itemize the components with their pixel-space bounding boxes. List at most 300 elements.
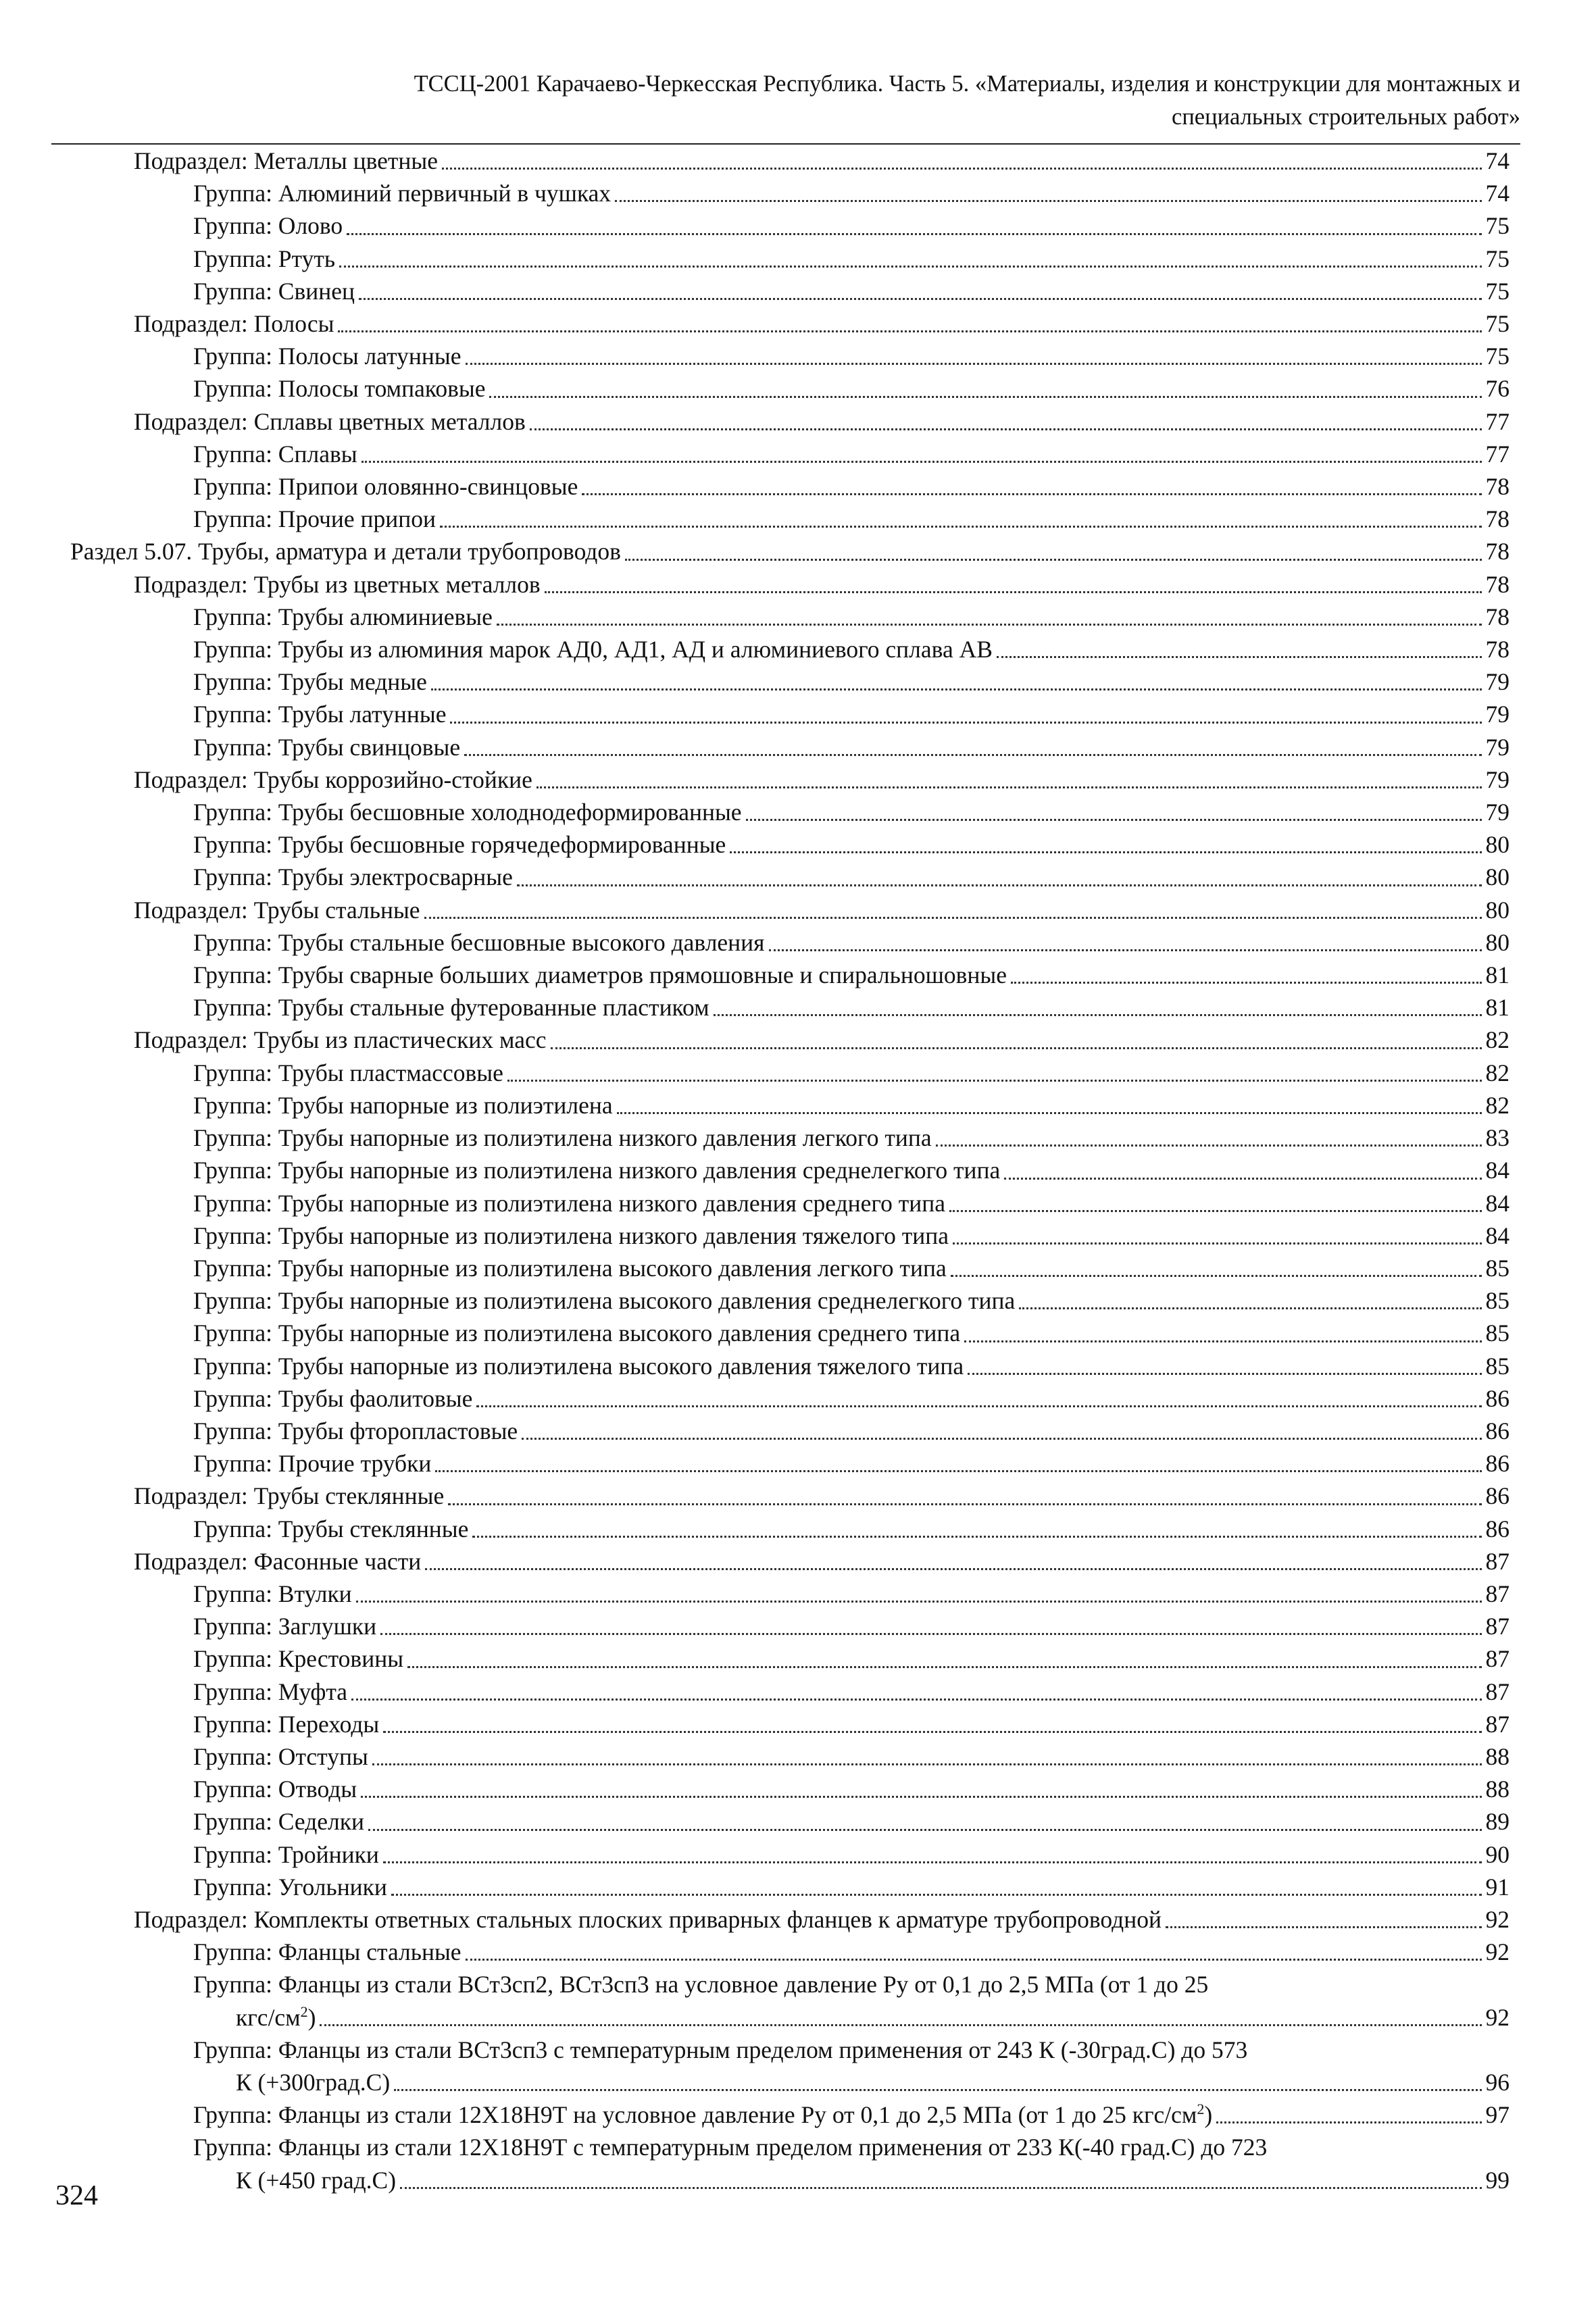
toc-label-text: Группа: Трубы фаолитовые <box>193 1384 473 1412</box>
toc-label <box>193 372 485 405</box>
toc-label-text: Группа: Трубы напорные из полиэтилена низкого давления среднелегкого типа <box>193 1157 1001 1184</box>
toc-page-number: 88 <box>1485 1776 1510 1803</box>
toc-label-text: Группа: Полосы томпаковые <box>193 375 486 403</box>
toc-subsection[interactable] <box>70 1480 1510 1512</box>
dot-leader <box>359 298 1481 300</box>
dot-leader <box>615 200 1481 202</box>
toc-group[interactable] <box>70 1838 1510 1871</box>
toc-label-text: Группа: Угольники <box>193 1873 387 1901</box>
toc-page-number: 78 <box>1485 603 1510 630</box>
toc-page-number: 81 <box>1485 961 1510 989</box>
toc-subsection[interactable] <box>70 763 1510 796</box>
toc-label <box>193 1838 379 1871</box>
toc-group[interactable] <box>70 1447 1510 1480</box>
dot-leader <box>351 1699 1481 1701</box>
toc-label-text: Группа: Припои оловянно-свинцовые <box>193 473 578 501</box>
toc-label <box>193 1642 403 1675</box>
dot-leader <box>394 2089 1481 2091</box>
dot-leader <box>338 330 1481 332</box>
dot-leader <box>1166 1926 1482 1928</box>
toc-group[interactable] <box>70 1610 1510 1642</box>
toc-page-number: 86 <box>1485 1417 1510 1444</box>
toc-label <box>134 763 532 796</box>
toc-page-number: 82 <box>1485 1026 1510 1054</box>
toc-label-text: Подраздел: Металлы цветные <box>134 147 439 174</box>
toc-label <box>134 307 334 340</box>
dot-leader <box>339 266 1481 268</box>
toc-group[interactable] <box>70 601 1510 633</box>
toc-page-number: 81 <box>1485 994 1510 1022</box>
toc-page-number: 86 <box>1485 1482 1510 1510</box>
dot-leader <box>582 493 1481 495</box>
dot-leader <box>466 363 1482 365</box>
toc-label: Группа: Фланцы из стали 12Х18Н9Т с температурным пределом применения от 233 К(-40 град.С) до 723 <box>193 2134 1268 2161</box>
toc-label <box>193 1089 613 1122</box>
toc-page-number: 91 <box>1485 1873 1510 1901</box>
toc-label-continuation <box>236 2001 316 2034</box>
toc-page-number: 87 <box>1485 1580 1510 1607</box>
toc-page-number: 96 <box>1485 2068 1510 2096</box>
toc-label <box>193 209 343 242</box>
toc-label-text: Группа: Крестовины <box>193 1645 404 1673</box>
toc-label <box>193 1057 503 1089</box>
dot-leader <box>466 1959 1482 1961</box>
toc-label-cont-tail: ) <box>307 2003 316 2031</box>
dot-leader <box>380 1633 1481 1635</box>
dot-leader <box>517 884 1482 886</box>
toc-label <box>134 1480 444 1512</box>
toc-label-text: Группа: Сплавы <box>193 440 357 468</box>
dot-leader <box>356 1601 1482 1603</box>
toc-page-number: 84 <box>1485 1222 1510 1249</box>
toc-page-number: 78 <box>1485 570 1510 598</box>
toc-label-text: Подраздел: Трубы стеклянные <box>134 1482 445 1510</box>
toc-group[interactable] <box>70 340 1510 372</box>
toc-label <box>134 1024 547 1056</box>
toc-page-number: 92 <box>1485 1905 1510 1933</box>
toc-label <box>193 2098 1212 2131</box>
dot-leader <box>383 1861 1482 1863</box>
toc-page-number: 86 <box>1485 1450 1510 1478</box>
toc-label <box>193 1447 431 1480</box>
toc-subsection[interactable] <box>70 145 1510 177</box>
header-line-2: специальных строительных работ» <box>1172 104 1520 130</box>
toc-label <box>193 861 513 893</box>
toc-group[interactable] <box>70 372 1510 405</box>
toc-label-text: Группа: Заглушки <box>193 1613 377 1640</box>
dot-leader <box>936 1145 1482 1147</box>
toc-label <box>193 1936 462 1968</box>
toc-page-number: 83 <box>1485 1124 1510 1152</box>
toc-page-number: 84 <box>1485 1157 1510 1184</box>
toc-group[interactable] <box>70 861 1510 893</box>
toc-label-text: Подраздел: Трубы из пластических масс <box>134 1026 547 1054</box>
toc-label <box>193 1871 387 1903</box>
toc-group[interactable] <box>70 1154 1510 1186</box>
toc-page-number: 77 <box>1485 440 1510 468</box>
toc-label-text: Подраздел: Фасонные части <box>134 1547 422 1575</box>
toc-label-tail: ) <box>1204 2101 1213 2129</box>
dot-leader <box>361 461 1482 463</box>
toc-label-text: Группа: Втулки <box>193 1580 352 1607</box>
toc-page-number: 80 <box>1485 831 1510 859</box>
toc-label-text: Группа: Трубы электросварные <box>193 863 513 891</box>
toc-label <box>193 1252 947 1284</box>
dot-leader <box>368 1829 1482 1831</box>
dot-leader <box>769 949 1482 951</box>
toc-subsection[interactable] <box>70 405 1510 438</box>
toc-group[interactable] <box>70 209 1510 242</box>
toc-label <box>193 796 742 828</box>
dot-leader <box>347 233 1481 235</box>
toc-label <box>193 698 446 730</box>
toc-label: Группа: Фланцы из стали ВСт3сп3 с температурным пределом применения от 243 К (-30град.С) до 573 <box>193 2036 1248 2063</box>
toc-group[interactable] <box>70 1219 1510 1252</box>
toc-label-text: Группа: Трубы напорные из полиэтилена <box>193 1091 613 1119</box>
toc-label-text: Раздел 5.07. Трубы, арматура и детали трубопроводов <box>70 538 621 565</box>
toc-page-number: 75 <box>1485 212 1510 240</box>
superscript: 2 <box>300 2003 308 2020</box>
toc-page-number: 78 <box>1485 538 1510 565</box>
toc-group[interactable] <box>70 1642 1510 1675</box>
toc-continuation <box>193 2001 1510 2034</box>
page-number: 324 <box>55 2180 98 2211</box>
dot-leader <box>424 917 1482 919</box>
dot-leader <box>997 656 1482 658</box>
toc-label-text: Группа: Трубы стальные футерованные пластиком <box>193 994 709 1022</box>
dot-leader <box>746 819 1482 821</box>
toc-label <box>193 177 611 209</box>
toc-label-text: Группа: Фланцы стальные <box>193 1938 462 1966</box>
toc-label-text: Группа: Трубы напорные из полиэтилена высокого давления среднелегкого типа <box>193 1287 1016 1315</box>
dot-leader <box>949 1210 1482 1212</box>
toc-page-number: 74 <box>1485 180 1510 207</box>
toc-page-number: 87 <box>1485 1678 1510 1705</box>
toc-label <box>193 503 436 535</box>
toc-group[interactable] <box>70 177 1510 209</box>
toc-page-number: 75 <box>1485 245 1510 272</box>
toc-subsection[interactable] <box>70 1024 1510 1056</box>
toc-label-text: Группа: Ртуть <box>193 245 336 272</box>
toc-label-text: Группа: Муфта <box>193 1678 348 1705</box>
toc-group[interactable] <box>70 1708 1510 1740</box>
toc-page-number: 82 <box>1485 1091 1510 1119</box>
toc-label <box>193 1219 949 1252</box>
dot-leader <box>440 526 1481 528</box>
toc-group[interactable] <box>70 2098 1510 2131</box>
toc-page-number: 87 <box>1485 1613 1510 1640</box>
dot-leader <box>1019 1307 1481 1309</box>
toc-label-text: Группа: Трубы стальные бесшовные высокого давления <box>193 928 765 956</box>
toc-group[interactable] <box>70 1513 1510 1545</box>
toc-subsection[interactable] <box>70 1545 1510 1578</box>
toc-page-number: 86 <box>1485 1384 1510 1412</box>
toc-group[interactable] <box>70 1252 1510 1284</box>
table-of-contents <box>70 145 1510 2196</box>
toc-subsection[interactable] <box>70 568 1510 601</box>
toc-label <box>193 340 462 372</box>
toc-page-number: 78 <box>1485 636 1510 663</box>
toc-label-text: Группа: Тройники <box>193 1840 379 1868</box>
toc-subsection[interactable] <box>70 307 1510 340</box>
toc-continuation <box>193 2164 1510 2196</box>
toc-page-number: 84 <box>1485 1189 1510 1217</box>
toc-label <box>193 1708 379 1740</box>
toc-label <box>193 1350 964 1382</box>
dot-leader <box>545 591 1482 593</box>
dot-leader <box>448 1503 1481 1505</box>
toc-page-number: 79 <box>1485 765 1510 793</box>
running-header <box>88 68 1520 134</box>
toc-label-text: Группа: Седелки <box>193 1808 364 1836</box>
toc-group[interactable] <box>70 275 1510 307</box>
toc-group[interactable] <box>70 698 1510 730</box>
toc-group[interactable] <box>70 665 1510 698</box>
toc-label-text: Группа: Трубы из алюминия марок АД0, АД1, АД и алюминиевого сплава АВ <box>193 636 993 663</box>
toc-group[interactable] <box>70 828 1510 861</box>
dot-leader <box>407 1666 1481 1668</box>
toc-group[interactable] <box>70 1773 1510 1805</box>
dot-leader <box>383 1731 1481 1733</box>
toc-label-text: Группа: Трубы напорные из полиэтилена высокого давления тяжелого типа <box>193 1352 964 1380</box>
toc-group[interactable] <box>70 633 1510 665</box>
toc-group[interactable] <box>70 1089 1510 1122</box>
toc-label-continuation <box>236 2066 390 2098</box>
toc-label <box>134 1545 421 1578</box>
dot-leader <box>361 1796 1481 1798</box>
toc-label <box>193 1284 1015 1317</box>
toc-label-continuation <box>236 2164 396 2196</box>
toc-label <box>193 1187 945 1219</box>
toc-group[interactable] <box>70 959 1510 991</box>
toc-page-number: 97 <box>1485 2101 1510 2129</box>
toc-group[interactable] <box>70 1122 1510 1154</box>
toc-page-number: 74 <box>1485 147 1510 174</box>
dot-leader <box>522 1438 1481 1440</box>
toc-label <box>193 438 357 470</box>
toc-page-number: 85 <box>1485 1287 1510 1315</box>
toc-label <box>193 1317 960 1349</box>
dot-leader <box>507 1080 1482 1082</box>
toc-group[interactable] <box>70 991 1510 1024</box>
toc-label <box>193 665 427 698</box>
toc-label-text: Группа: Трубы бесшовные холоднодеформированные <box>193 799 742 826</box>
toc-page-number: 75 <box>1485 343 1510 370</box>
dot-leader <box>435 1470 1481 1472</box>
toc-group[interactable] <box>70 731 1510 763</box>
dot-leader <box>391 1894 1482 1896</box>
toc-group[interactable] <box>70 503 1510 535</box>
dot-leader <box>951 1275 1482 1277</box>
toc-page-number: 92 <box>1485 2003 1510 2031</box>
dot-leader <box>730 851 1481 853</box>
toc-label-text: Группа: Трубы напорные из полиэтилена высокого давления среднего типа <box>193 1319 961 1347</box>
toc-label-text: Группа: Олово <box>193 212 343 240</box>
toc-label-text: Подраздел: Трубы из цветных металлов <box>134 570 541 598</box>
dot-leader <box>372 1763 1482 1765</box>
toc-page-number: 78 <box>1485 505 1510 533</box>
toc-label-cont-text: К (+450 град.С) <box>236 2166 397 2194</box>
dot-leader <box>442 168 1481 170</box>
toc-page-number: 99 <box>1485 2166 1510 2194</box>
toc-group[interactable] <box>70 1057 1510 1089</box>
toc-group[interactable] <box>70 926 1510 959</box>
toc-page-number: 85 <box>1485 1319 1510 1347</box>
toc-group[interactable] <box>70 1578 1510 1610</box>
dot-leader <box>1004 1178 1481 1180</box>
toc-page-number: 87 <box>1485 1547 1510 1575</box>
toc-group[interactable] <box>70 2131 1510 2196</box>
toc-label-text: Группа: Трубы стеклянные <box>193 1515 469 1542</box>
toc-page-number: 80 <box>1485 928 1510 956</box>
toc-label-text: Группа: Переходы <box>193 1710 380 1738</box>
toc-label <box>193 243 335 275</box>
toc-page-number: 87 <box>1485 1710 1510 1738</box>
dot-leader <box>431 688 1482 690</box>
toc-label-text: Группа: Трубы латунные <box>193 701 447 728</box>
toc-group[interactable] <box>70 796 1510 828</box>
toc-group[interactable] <box>70 1805 1510 1838</box>
dot-leader <box>530 428 1482 430</box>
toc-label <box>193 1154 1000 1186</box>
toc-page-number: 79 <box>1485 701 1510 728</box>
dot-leader <box>450 722 1481 724</box>
toc-label <box>193 828 726 861</box>
toc-page-number: 82 <box>1485 1059 1510 1086</box>
toc-label-text: Группа: Алюминий первичный в чушках <box>193 180 612 207</box>
toc-group[interactable] <box>70 1415 1510 1447</box>
dot-leader <box>472 1536 1481 1538</box>
dot-leader <box>425 1568 1481 1570</box>
toc-label <box>193 633 993 665</box>
toc-label <box>193 1676 347 1708</box>
toc-label-text: Группа: Отводы <box>193 1776 357 1803</box>
toc-page-number: 86 <box>1485 1515 1510 1542</box>
toc-label <box>193 1122 932 1154</box>
toc-group[interactable] <box>70 1740 1510 1773</box>
dot-leader <box>489 396 1481 398</box>
dot-leader <box>464 754 1481 756</box>
toc-page-number: 85 <box>1485 1352 1510 1380</box>
dot-leader <box>625 559 1482 561</box>
superscript: 2 <box>1197 2101 1205 2118</box>
toc-page-number: 89 <box>1485 1808 1510 1836</box>
toc-label-text: Группа: Трубы напорные из полиэтилена низкого давления среднего типа <box>193 1189 945 1217</box>
toc-label-text: Группа: Трубы напорные из полиэтилена низкого давления тяжелого типа <box>193 1222 949 1249</box>
toc-label-text: Группа: Отступы <box>193 1742 368 1770</box>
toc-label <box>193 1805 364 1838</box>
toc-label <box>193 1513 468 1545</box>
toc-label-text: Подраздел: Сплавы цветных металлов <box>134 407 526 435</box>
dot-leader <box>1216 2121 1481 2123</box>
toc-label-text: Подраздел: Комплекты ответных стальных плоских приварных фланцев к арматуре трубопроводной <box>134 1905 1162 1933</box>
toc-label <box>193 959 1007 991</box>
toc-page-number: 75 <box>1485 277 1510 305</box>
dot-leader <box>714 1014 1482 1016</box>
toc-label-text: Подраздел: Трубы стальные <box>134 896 420 924</box>
toc-label-text: Группа: Трубы бесшовные горячедеформированные <box>193 831 726 859</box>
toc-group[interactable] <box>70 1382 1510 1415</box>
dot-leader <box>400 2187 1481 2189</box>
toc-group[interactable] <box>70 2034 1510 2098</box>
toc-group[interactable] <box>70 1350 1510 1382</box>
toc-label-text: Подраздел: Трубы коррозийно-стойкие <box>134 765 532 793</box>
toc-group[interactable] <box>70 1676 1510 1708</box>
toc-subsection[interactable] <box>70 1903 1510 1936</box>
toc-label <box>193 731 460 763</box>
toc-label <box>134 405 526 438</box>
dot-leader <box>964 1340 1481 1342</box>
toc-label <box>193 1610 376 1642</box>
toc-group[interactable] <box>70 1317 1510 1349</box>
toc-label-text: Группа: Трубы сварные больших диаметров прямошовные и спиральношовные <box>193 961 1007 989</box>
toc-page-number: 78 <box>1485 473 1510 501</box>
toc-page-number: 85 <box>1485 1254 1510 1282</box>
toc-page-number: 88 <box>1485 1742 1510 1770</box>
toc-label <box>193 1578 352 1610</box>
toc-group[interactable] <box>70 243 1510 275</box>
dot-leader <box>617 1112 1482 1114</box>
toc-section[interactable] <box>70 535 1510 568</box>
dot-leader <box>968 1373 1481 1375</box>
toc-label <box>193 1415 518 1447</box>
toc-label <box>193 275 355 307</box>
toc-label-text: Группа: Свинец <box>193 277 355 305</box>
toc-label-text: Группа: Трубы медные <box>193 668 427 696</box>
toc-label <box>70 535 621 568</box>
toc-page-number: 77 <box>1485 407 1510 435</box>
dot-leader <box>537 786 1482 788</box>
toc-label-text: Группа: Трубы пластмассовые <box>193 1059 503 1086</box>
toc-page-number: 87 <box>1485 1645 1510 1673</box>
toc-label <box>193 1740 368 1773</box>
toc-label-text: Группа: Прочие припои <box>193 505 437 533</box>
toc-label-text: Группа: Трубы напорные из полиэтилена низкого давления легкого типа <box>193 1124 932 1152</box>
toc-label <box>134 145 438 177</box>
dot-leader <box>551 1047 1482 1049</box>
dot-leader <box>953 1242 1481 1244</box>
toc-page-number: 79 <box>1485 733 1510 761</box>
toc-group[interactable] <box>70 438 1510 470</box>
toc-page-number: 79 <box>1485 799 1510 826</box>
toc-group[interactable] <box>70 1284 1510 1317</box>
header-line-1: ТССЦ-2001 Карачаево-Черкесская Республика. Часть 5. «Материалы, изделия и конструкции для монтажных и <box>414 71 1520 97</box>
toc-group[interactable] <box>70 1187 1510 1219</box>
toc-label-cont-text: К (+300град.С) <box>236 2068 391 2096</box>
toc-label <box>193 991 709 1024</box>
toc-label <box>193 601 493 633</box>
toc-group[interactable] <box>70 1871 1510 1903</box>
toc-page-number: 79 <box>1485 668 1510 696</box>
toc-label <box>193 926 765 959</box>
dot-leader <box>1011 982 1481 984</box>
dot-leader <box>497 624 1482 626</box>
toc-group[interactable] <box>70 470 1510 503</box>
toc-label-text: Группа: Трубы напорные из полиэтилена высокого давления легкого типа <box>193 1254 947 1282</box>
toc-subsection[interactable] <box>70 894 1510 926</box>
toc-page-number: 75 <box>1485 310 1510 338</box>
toc-page-number: 80 <box>1485 896 1510 924</box>
toc-label: Группа: Фланцы из стали ВСт3сп2, ВСт3сп3 на условное давление Ру от 0,1 до 2,5 МПа (от 1 до 25 <box>193 1971 1209 1998</box>
toc-page-number: 80 <box>1485 863 1510 891</box>
toc-label <box>134 1903 1162 1936</box>
toc-group[interactable] <box>70 1968 1510 2033</box>
toc-page-number: 92 <box>1485 1938 1510 1966</box>
toc-group[interactable] <box>70 1936 1510 1968</box>
toc-label-text: Подраздел: Полосы <box>134 310 334 338</box>
toc-label-cont-text: кгс/см <box>236 2003 301 2031</box>
toc-continuation <box>193 2066 1510 2098</box>
